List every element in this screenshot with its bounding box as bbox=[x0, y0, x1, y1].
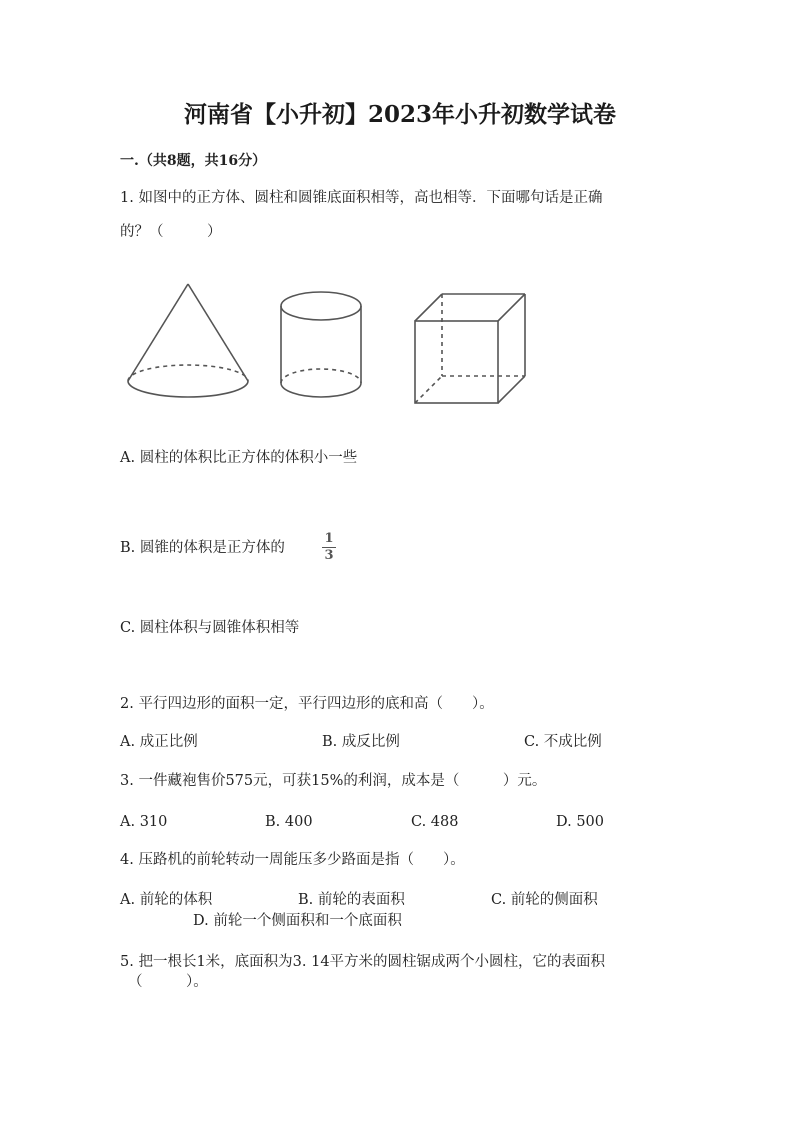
question-3-text: 3. 一件藏袍售价575元，可获15%的利润，成本是（ ）元。 bbox=[120, 773, 547, 789]
question-1-text-continued: 的？（ ） bbox=[120, 224, 222, 240]
question-1-option-b: B. 圆锥的体积是正方体的 bbox=[120, 540, 285, 556]
question-4-option-b: B. 前轮的表面积 bbox=[298, 892, 405, 908]
question-1-option-c: C. 圆柱体积与圆锥体积相等 bbox=[120, 620, 300, 636]
geometry-figures bbox=[118, 278, 538, 413]
question-2-option-c: C. 不成比例 bbox=[524, 734, 602, 750]
fraction-denominator: 3 bbox=[324, 548, 334, 563]
question-3-option-a: A. 310 bbox=[120, 814, 168, 830]
question-1-text: 1. 如图中的正方体、圆柱和圆锥底面积相等，高也相等．下面哪句话是正确 bbox=[120, 190, 603, 206]
cylinder-figure bbox=[281, 292, 361, 397]
section-heading: 一.（共8题，共16分） bbox=[120, 153, 267, 169]
question-5-text-continued: （ ）。 bbox=[128, 974, 208, 990]
page-title: 河南省【小升初】2023年小升初数学试卷 bbox=[183, 101, 616, 128]
fraction-one-third bbox=[322, 532, 336, 563]
question-2-text: 2. 平行四边形的面积一定，平行四边形的底和高（ ）。 bbox=[120, 696, 494, 712]
question-4-option-d: D. 前轮一个侧面积和一个底面积 bbox=[193, 913, 402, 929]
question-4-option-a: A. 前轮的体积 bbox=[120, 892, 213, 908]
question-3-option-d: D. 500 bbox=[556, 814, 605, 830]
question-4-option-c: C. 前轮的侧面积 bbox=[491, 892, 598, 908]
question-3-option-c: C. 488 bbox=[411, 814, 459, 830]
cube-figure bbox=[415, 294, 525, 403]
question-1-option-a: A. 圆柱的体积比正方体的体积小一些 bbox=[120, 450, 358, 466]
question-3-option-b: B. 400 bbox=[265, 814, 313, 830]
question-5-text: 5. 把一根长1米，底面积为3. 14平方米的圆柱锯成两个小圆柱，它的表面积 bbox=[120, 954, 606, 970]
question-4-text: 4. 压路机的前轮转动一周能压多少路面是指（ ）。 bbox=[120, 852, 465, 868]
question-2-option-b: B. 成反比例 bbox=[322, 734, 400, 750]
fraction-numerator: 1 bbox=[324, 531, 334, 546]
cone-figure bbox=[128, 284, 248, 397]
question-2-option-a: A. 成正比例 bbox=[120, 734, 198, 750]
